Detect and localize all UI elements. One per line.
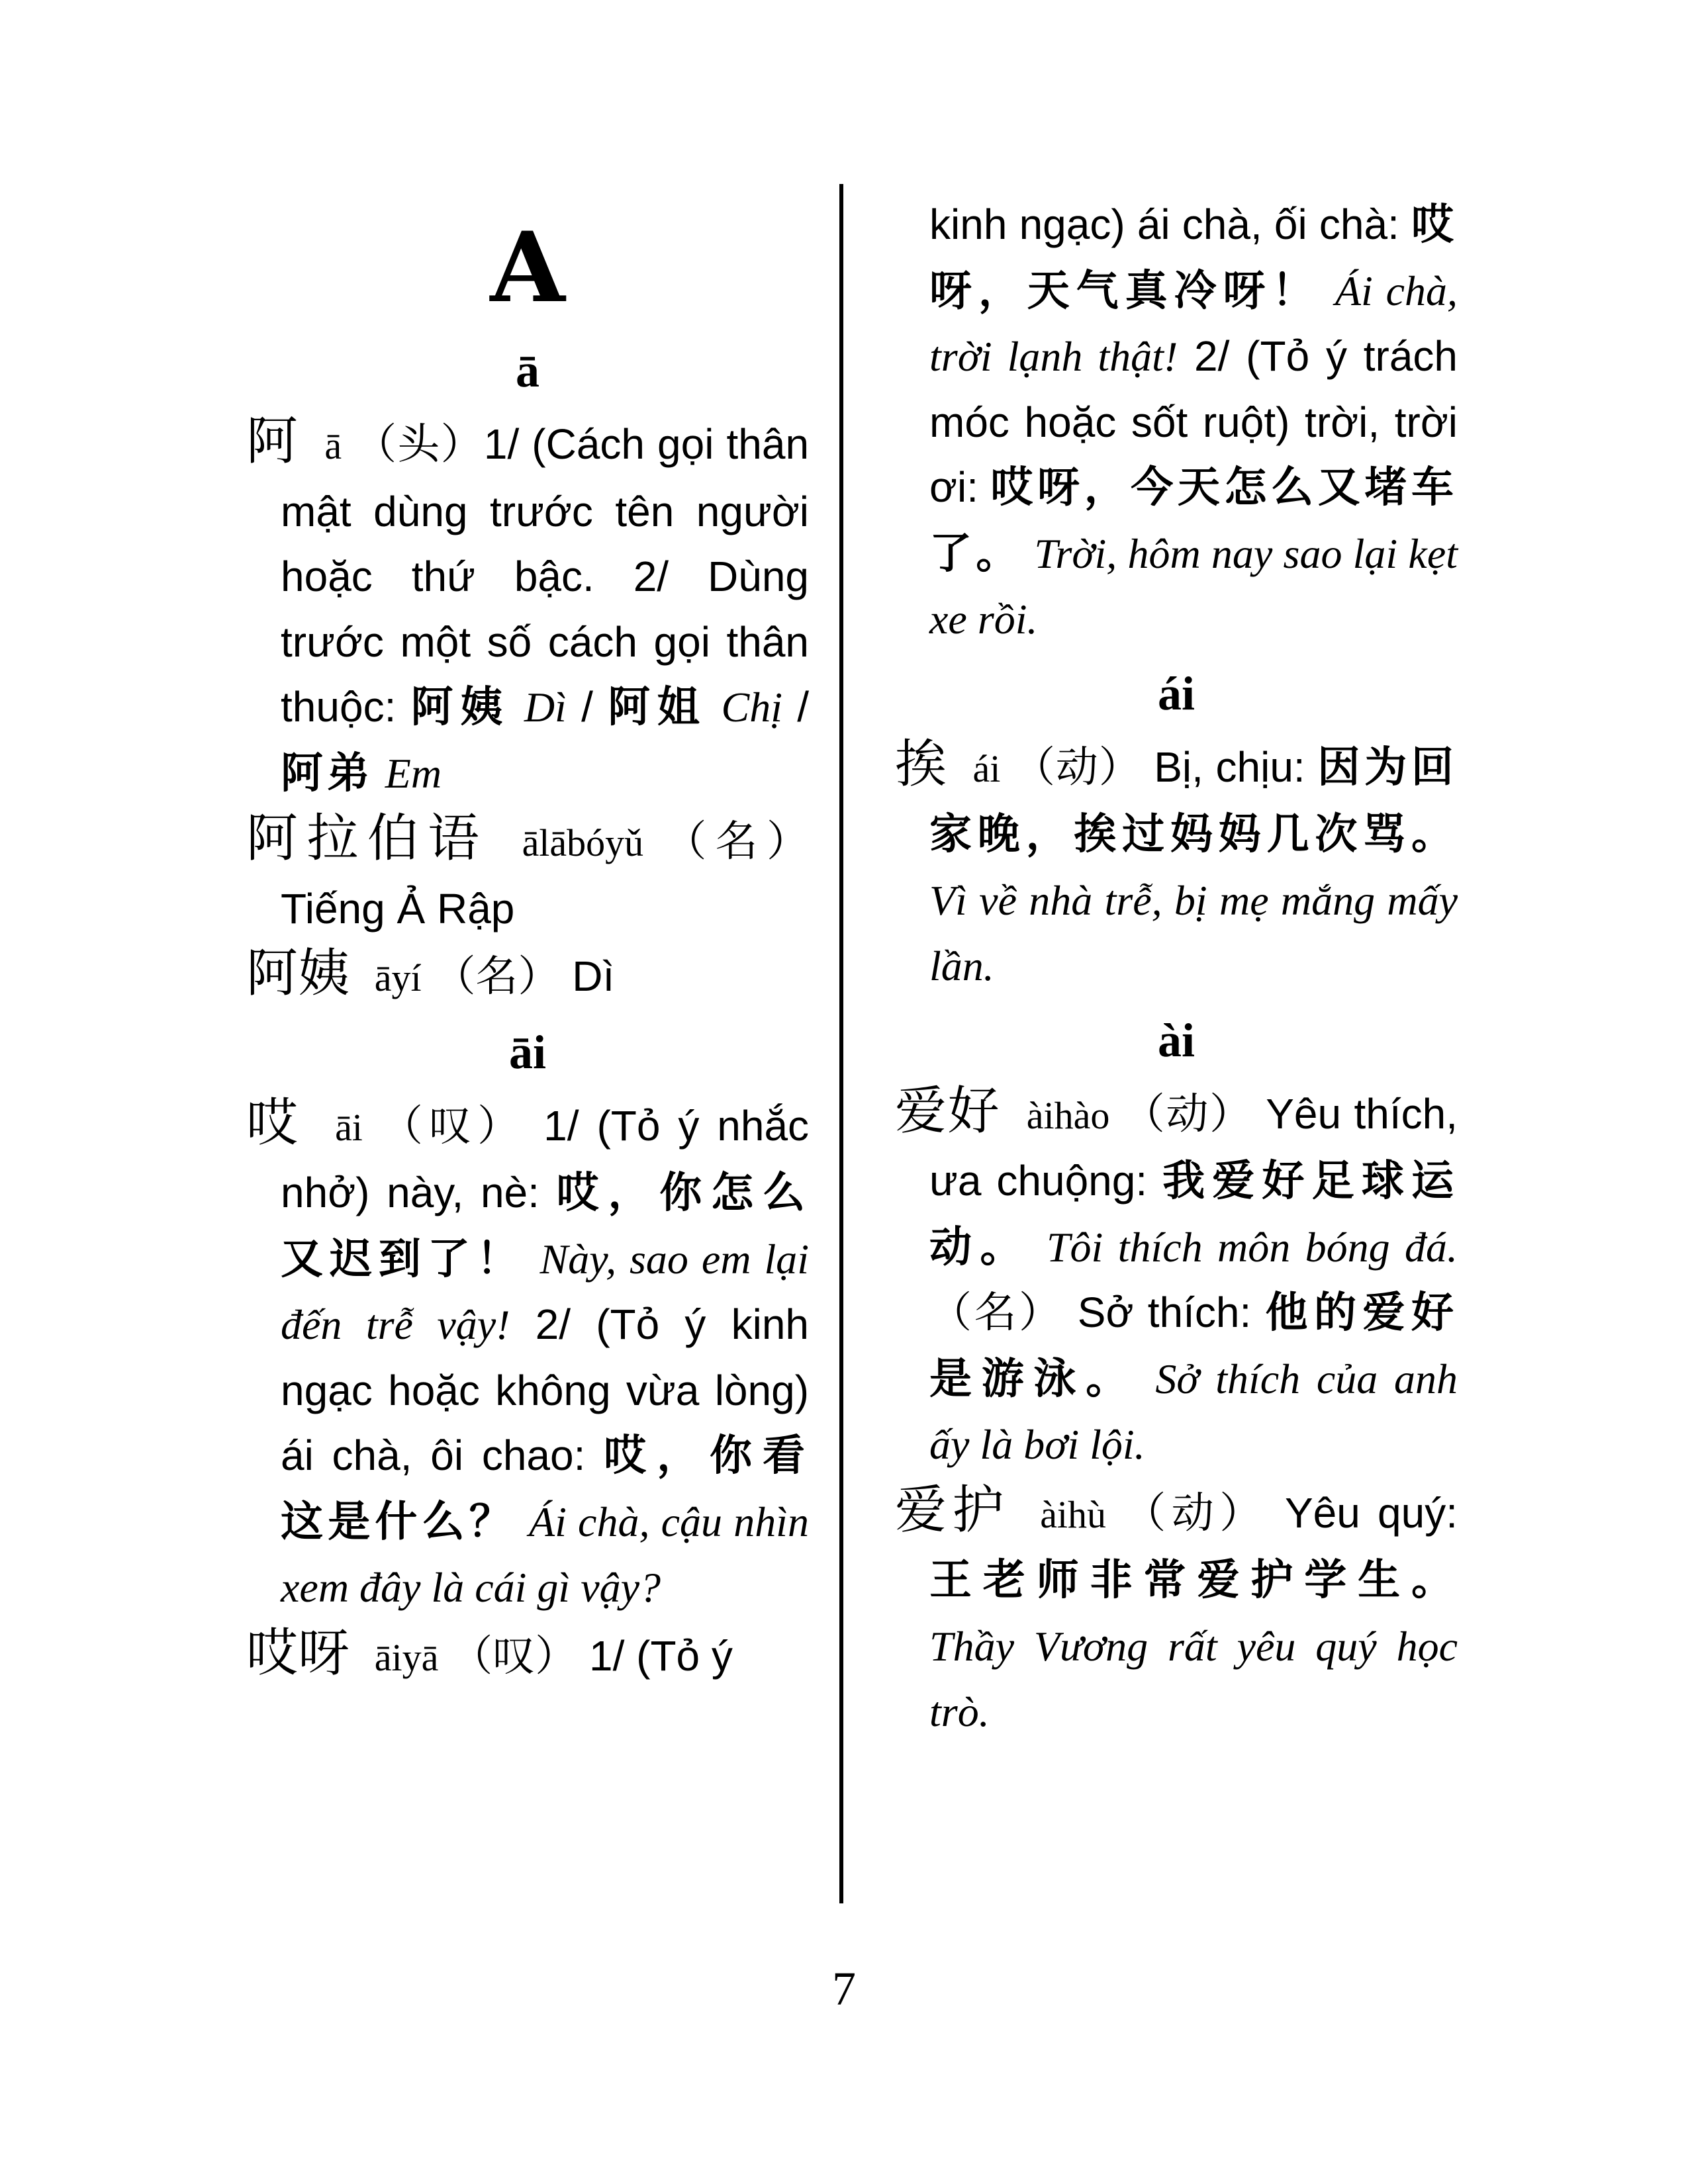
part-of-speech: （动） — [1123, 1488, 1268, 1537]
part-of-speech: （叹） — [380, 1101, 526, 1150]
part-of-speech: （名） — [664, 817, 810, 865]
definition: Bị, chịu: — [1154, 743, 1318, 791]
pinyin: ái — [972, 747, 1001, 790]
entry-ai-interjection — [246, 1091, 809, 1621]
pinyin: āyí — [374, 956, 422, 999]
example-chinese: 哎，你怎么又迟到了！ — [281, 1168, 810, 1284]
example-vietnamese: Vì về nhà trễ, bị mẹ mắng mấy lần. — [929, 876, 1458, 989]
pinyin: àihào — [1026, 1093, 1110, 1137]
example-vietnamese: Ái chà, cậu nhìn xem đây là cái gì vậy? — [281, 1498, 810, 1611]
definition: Yêu quý: — [1284, 1488, 1458, 1537]
example-chinese: 我爱好足球运动。 — [929, 1156, 1458, 1272]
syllable-heading-a: ā — [516, 344, 539, 397]
example-vietnamese: Dì — [524, 684, 567, 731]
entry-aihu — [895, 1478, 1458, 1745]
entry-aiya-continued — [895, 192, 1458, 653]
headword: 阿拉伯语 — [246, 809, 489, 868]
headword: 挨 — [895, 734, 947, 794]
column-divider — [839, 184, 843, 1903]
part-of-speech: （名） — [433, 952, 561, 1000]
letter-heading: A — [490, 211, 565, 324]
headword: 爱好 — [895, 1081, 1001, 1141]
part-of-speech: （动） — [1013, 743, 1142, 791]
example-vietnamese: Em — [385, 749, 442, 797]
entry-aiya — [246, 1621, 809, 1691]
definition: 1/ (Cách gọi thân mật dùng trước tên người hoặc thứ bậc. 2/ Dùng trước một số cách gọi thân thuộc: — [281, 420, 810, 731]
headword: 爱护 — [895, 1480, 1009, 1540]
pinyin: āi — [335, 1105, 363, 1149]
headword: 哎 — [246, 1093, 305, 1153]
headword: 阿姨 — [246, 944, 350, 1003]
example-vietnamese: Thầy Vương rất yêu quý học trò. — [929, 1622, 1458, 1735]
separator: / — [782, 683, 810, 731]
example-chinese: 他的爱好是游泳。 — [929, 1288, 1458, 1404]
pinyin: ālābóyǔ — [522, 821, 644, 864]
entry-ayi — [246, 941, 809, 1011]
entry-a — [246, 409, 809, 806]
example-vietnamese: Này, sao em lại đến trễ vậy! — [281, 1235, 810, 1348]
part-of-speech: （名） — [929, 1289, 1064, 1336]
definition: 2/ (Tỏ ý kinh ngạc hoặc không vừa lòng) ái chà, ôi chao: — [281, 1300, 810, 1479]
pinyin: àihù — [1040, 1492, 1107, 1536]
example-chinese: 哎呀，今天怎么又堵车了。 — [929, 463, 1458, 578]
definition: 1/ (Tỏ ý — [588, 1631, 733, 1680]
definition: kinh ngạc) ái chà, ối chà: — [929, 201, 1411, 248]
pinyin: āiyā — [374, 1635, 439, 1679]
page-number: 7 — [832, 1962, 856, 2015]
example-chinese: 王老师非常爱护学生。 — [929, 1555, 1458, 1605]
definition: Sở thích: — [1077, 1289, 1266, 1336]
syllable-heading-ai1: āi — [508, 1025, 546, 1079]
example-chinese: 因为回家晚，挨过妈妈几次骂。 — [929, 742, 1458, 859]
entry-alaboyu — [246, 806, 809, 941]
entry-ai-verb — [895, 732, 1458, 999]
definition: 2/ (Tỏ ý trách móc hoặc sốt ruột) trời, trời ơi: — [929, 332, 1458, 511]
syllable-heading-ai2: ái — [1157, 666, 1195, 720]
example-vietnamese: Sở thích của anh ấy là bơi lội. — [929, 1355, 1458, 1468]
part-of-speech: （动） — [1122, 1089, 1253, 1138]
part-of-speech: （头） — [354, 420, 484, 468]
example-vietnamese: Ái chà, trời lạnh thật! — [929, 267, 1458, 380]
definition: 1/ (Tỏ ý nhắc nhở) này, nè: — [281, 1101, 810, 1216]
right-column — [895, 192, 1458, 1745]
example-vietnamese: Tôi thích môn bóng đá. — [1046, 1223, 1458, 1271]
separator: / — [566, 683, 608, 731]
headword: 阿 — [246, 412, 299, 471]
headword: 哎呀 — [246, 1623, 350, 1683]
entry-aihao — [895, 1079, 1458, 1478]
example-chinese: 阿姨 — [410, 682, 510, 732]
definition: Dì — [572, 952, 615, 1000]
part-of-speech: （叹） — [450, 1631, 578, 1680]
example-vietnamese: Trời, hôm nay sao lại kẹt xe rồi. — [929, 529, 1458, 643]
definition: Yêu thích, ưa chuộng: — [929, 1089, 1458, 1205]
example-chinese: 哎，你看这是什么？ — [281, 1431, 810, 1547]
definition: Tiếng Ả Rập — [281, 884, 515, 933]
example-chinese: 哎呀，天气真冷呀！ — [929, 200, 1458, 316]
example-vietnamese: Chị — [721, 684, 782, 731]
example-chinese: 阿姐 — [608, 682, 707, 732]
syllable-heading-ai4: ài — [1157, 1013, 1195, 1067]
left-column — [246, 199, 809, 1690]
example-chinese: 阿弟 — [281, 748, 373, 798]
pinyin: ā — [324, 424, 342, 467]
